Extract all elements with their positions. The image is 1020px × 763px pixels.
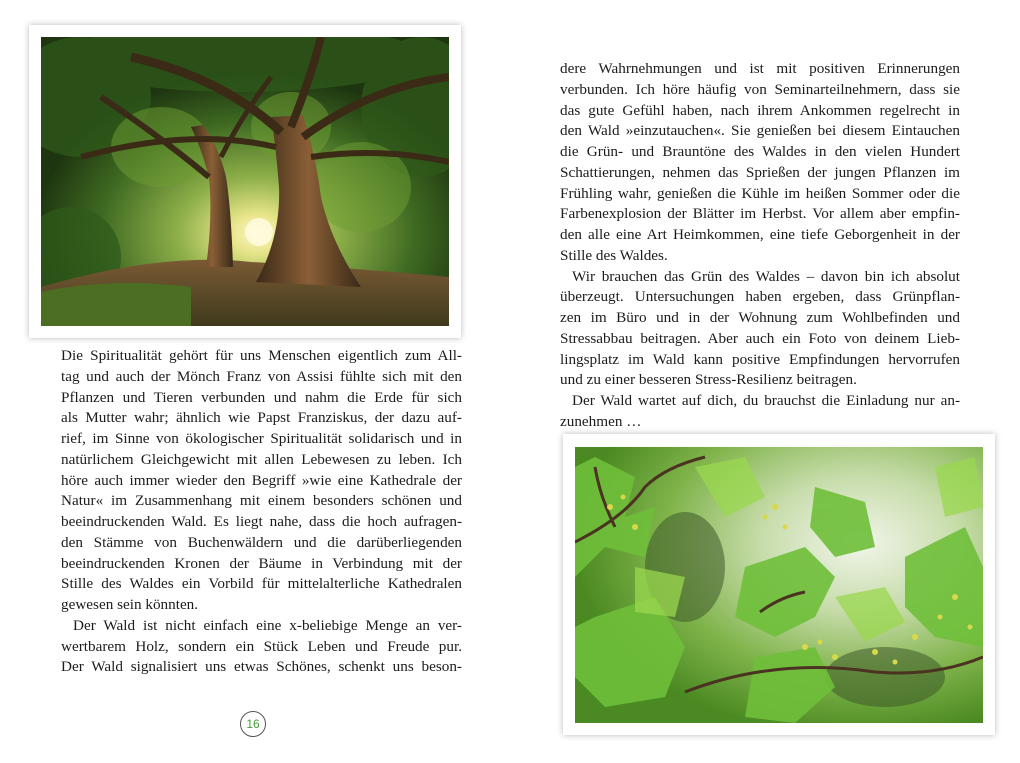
text-line: Der Wald signalisiert uns etwas Schönes, schenkt uns beson- — [61, 658, 462, 676]
text-line: die Grün- und Brauntöne des Waldes in den vielen Hundert — [560, 143, 960, 160]
text-line: und zu einer besseren Stress-Resilienz beitragen. — [560, 371, 857, 389]
maple-leaves-photo-icon — [575, 447, 983, 723]
text-line: überzeugt. Untersuchungen haben ergeben, dass Grünpflan- — [560, 288, 960, 306]
text-line: Frühling wahr, genießen die Kühle im heißen Sommer oder die — [560, 184, 960, 202]
text-line: gewesen sein könnten. — [61, 596, 199, 613]
paragraph-5 — [560, 391, 960, 433]
text-line: Farbenexplosion der Blätter im Herbst. Vor allem aber empfin- — [560, 205, 960, 223]
text-line: den Stämme von Buchenwäldern und die darüberliegenden — [61, 533, 462, 551]
text-line: natürlichem Gleichgewicht mit allen Lebewesen zu leben. Ich — [61, 450, 462, 468]
text-line: Die Spiritualität gehört für uns Menschen eigentlich zum All- — [61, 347, 462, 364]
paragraph-3 — [560, 59, 960, 267]
text-line: Schattierungen, nehmen das Sprießen der jungen Pflanzen im — [560, 163, 960, 181]
text-line: Stille des Waldes ein Vorbild für mittelalterliche Kathedralen — [61, 575, 462, 593]
paragraph-4 — [560, 267, 960, 392]
text-line: Der Wald ist nicht einfach eine x-beliebige Menge an ver- — [73, 616, 462, 634]
text-line: beeindruckenden Wald. Es liegt nahe, dass die hoch aufragen- — [61, 513, 462, 530]
text-line: den Wald »einzutauchen«. Sie genießen bei diesem Eintauchen — [560, 122, 960, 140]
page-number: 16 — [246, 717, 260, 731]
text-line: Stille des Waldes. — [560, 246, 668, 264]
text-line: Natur« im Zusammenhang mit einem besonders schönen und — [61, 492, 462, 510]
text-line: zunehmen … — [560, 412, 642, 430]
text-line: lingsplatz im Wald kann positive Empfindungen hervorrufen — [560, 350, 960, 368]
text-line: Stressabbau beitragen. Aber auch ein Foto von deinem Lieb- — [560, 329, 960, 347]
right-body-text — [560, 59, 960, 433]
text-line: dere Wahrnehmungen und ist mit positiven Erinnerungen — [560, 60, 960, 77]
text-line: den alle eine Art Heimkommen, eine tiefe Geborgenheit in der — [560, 226, 960, 243]
text-line: als Mutter wahr; ähnlich wie Papst Franziskus, der dazu auf- — [61, 409, 462, 427]
right-page — [510, 0, 1020, 763]
text-line: tag und auch der Mönch Franz von Assisi fühlte sich mit den — [61, 367, 462, 385]
text-line: beeindruckenden Kronen der Bäume in Verbindung mit der — [61, 554, 462, 572]
text-line: verbunden. Ich höre häufig von Seminarteilnehmern, dass sie — [560, 80, 960, 98]
text-line: Pflanzen und Tieren verbunden und nahm die Erde für sich — [61, 388, 462, 406]
text-line: Wir brauchen das Grün des Waldes – davon bin ich absolut — [572, 267, 960, 285]
text-line: zen im Büro und in der Wohnung zum Wohlbefinden und — [560, 309, 960, 326]
text-line: rief, im Sinne von ökologischer Spiritualität solidarisch und in — [61, 430, 462, 447]
paragraph-1 — [61, 346, 462, 616]
tree-photo-icon — [41, 37, 449, 326]
left-body-text — [61, 346, 462, 678]
tree-photo — [41, 37, 449, 326]
text-line: höre auch immer wieder den Begriff »wie eine Kathedrale der — [61, 471, 462, 489]
paragraph-2 — [61, 616, 462, 678]
text-line: Der Wald wartet auf dich, du brauchst die Einladung nur an- — [572, 392, 960, 409]
text-line: das gute Gefühl haben, nach ihrem Ankommen regelrecht in — [560, 101, 960, 119]
leaves-photo — [575, 447, 983, 723]
text-line: wertbarem Holz, sondern ein Stück Leben und Freude pur. — [61, 637, 462, 655]
page-number-badge — [240, 711, 266, 737]
